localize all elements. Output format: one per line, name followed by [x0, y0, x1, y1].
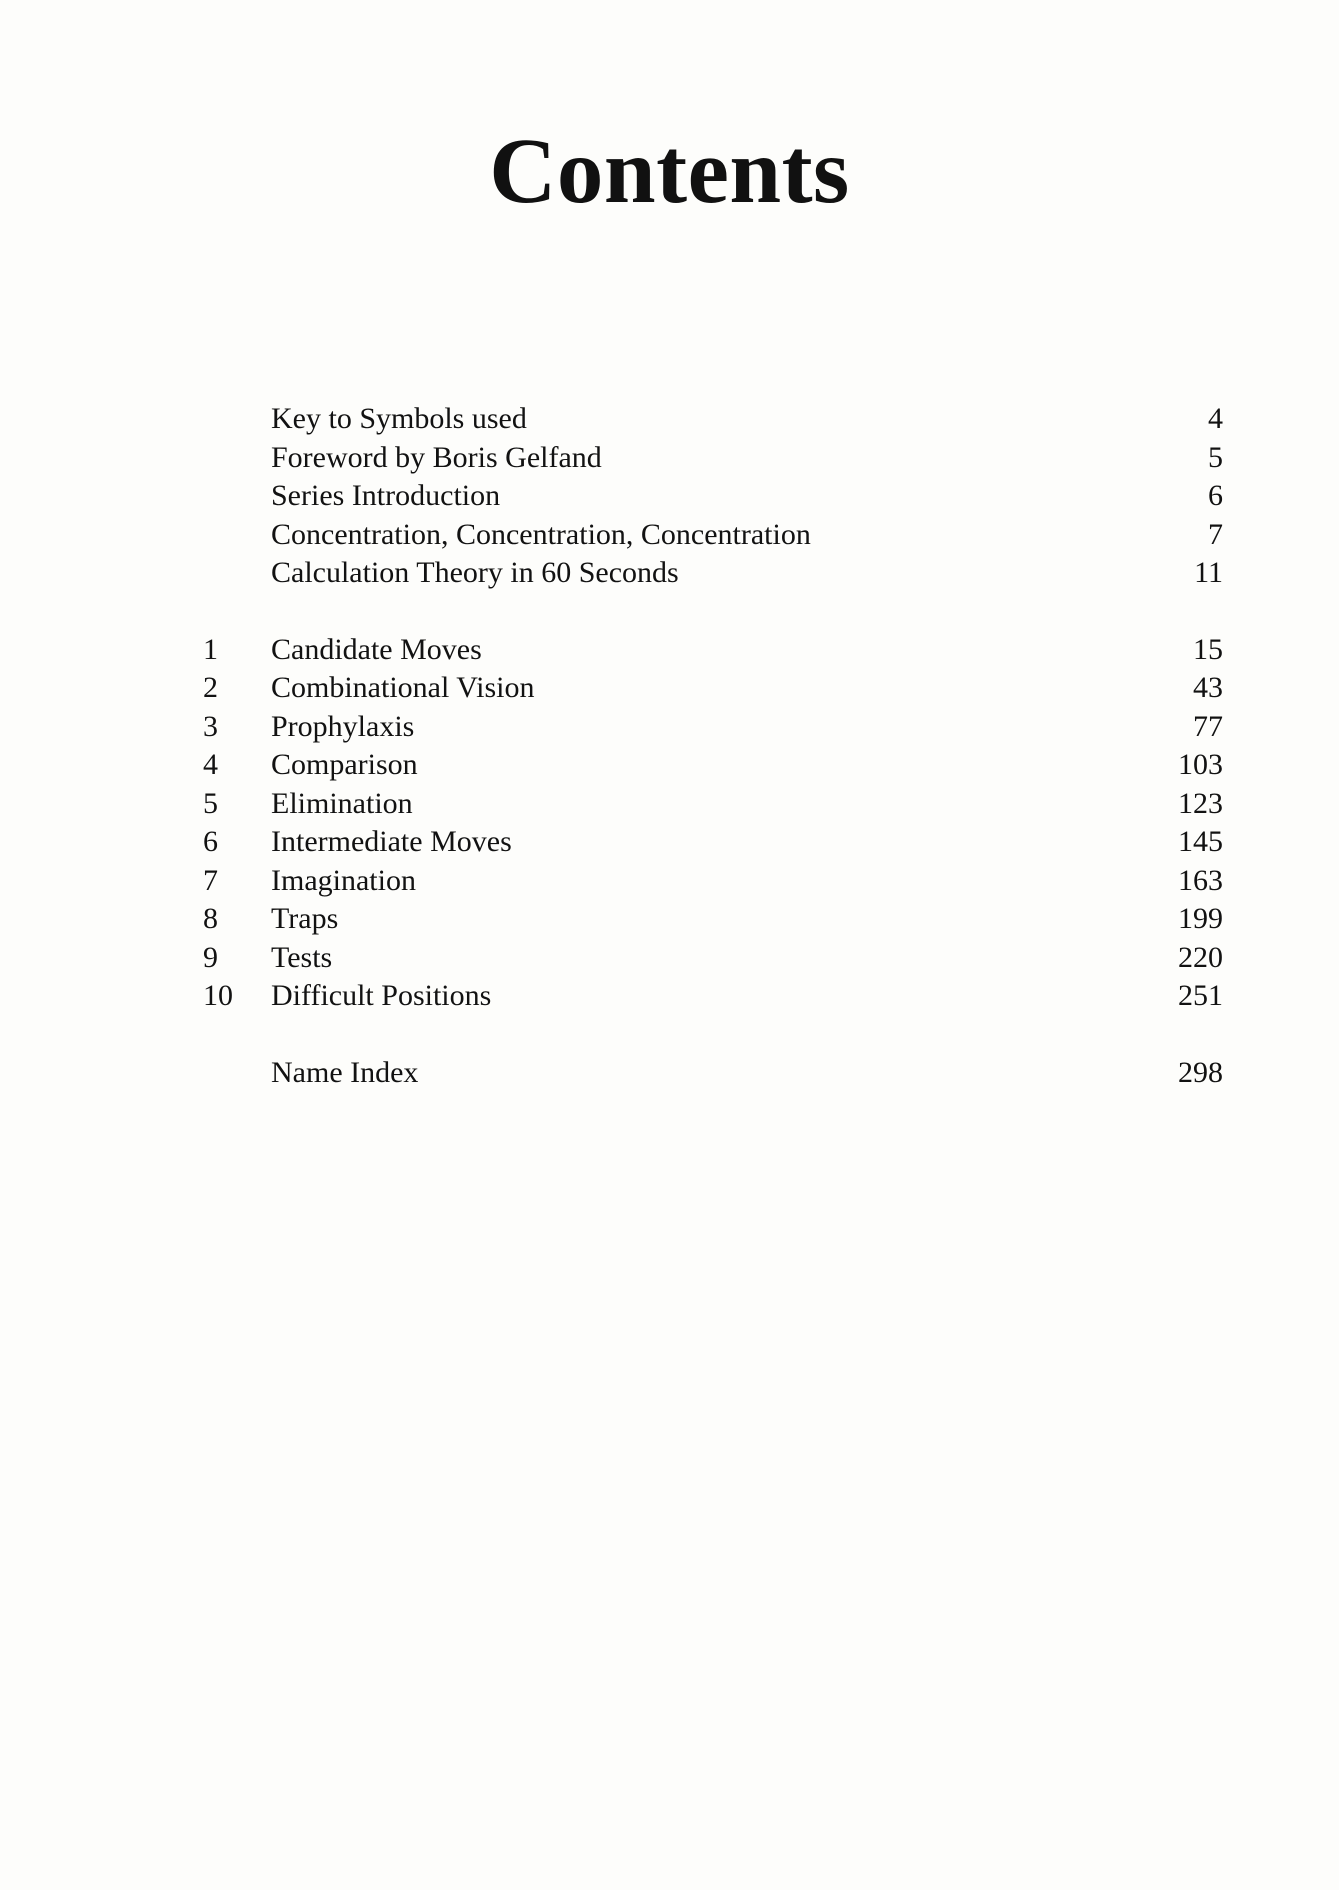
entry-page: 123	[1178, 786, 1223, 820]
table-of-contents	[203, 400, 1223, 1092]
entry-number: 4	[203, 748, 218, 781]
entry-page: 145	[1178, 825, 1223, 858]
toc-entry[interactable]	[203, 1054, 1223, 1093]
entry-number: 5	[203, 786, 218, 820]
entry-page: 77	[1193, 709, 1223, 743]
entry-number: 2	[203, 671, 218, 704]
entry-number: 3	[203, 709, 218, 743]
entry-number: 1	[203, 632, 218, 666]
entry-number: 9	[203, 940, 218, 974]
entry-label: Tests	[271, 940, 333, 974]
toc-entry[interactable]	[203, 669, 1223, 708]
entry-page: 4	[1208, 402, 1223, 435]
toc-entry[interactable]	[203, 823, 1223, 862]
toc-entry[interactable]	[203, 400, 1223, 439]
entry-page: 5	[1208, 440, 1223, 474]
back-matter-group	[203, 1054, 1223, 1093]
toc-entry[interactable]	[203, 631, 1223, 670]
toc-entry[interactable]	[203, 900, 1223, 939]
entry-page: 6	[1208, 479, 1223, 512]
chapters-group	[203, 631, 1223, 1016]
toc-entry[interactable]	[203, 439, 1223, 478]
entry-page: 15	[1193, 632, 1223, 666]
toc-entry[interactable]	[203, 785, 1223, 824]
toc-entry[interactable]	[203, 554, 1223, 593]
entry-number: 8	[203, 902, 218, 935]
entry-page: 11	[1194, 556, 1223, 589]
entry-number: 7	[203, 863, 218, 897]
toc-entry[interactable]	[203, 516, 1223, 555]
entry-page: 43	[1193, 671, 1223, 704]
spacer	[203, 1016, 1223, 1054]
entry-label: Prophylaxis	[271, 709, 415, 743]
entry-label: Combinational Vision	[271, 671, 535, 704]
entry-label: Concentration, Concentration, Concentration	[271, 517, 811, 551]
toc-entry[interactable]	[203, 939, 1223, 978]
entry-label: Key to Symbols used	[271, 402, 527, 435]
entry-number: 10	[203, 979, 233, 1012]
toc-entry[interactable]	[203, 977, 1223, 1016]
entry-number: 6	[203, 825, 218, 858]
entry-label: Imagination	[271, 863, 416, 897]
entry-label: Difficult Positions	[271, 979, 492, 1012]
toc-entry[interactable]	[203, 708, 1223, 747]
front-matter-group	[203, 400, 1223, 593]
spacer	[203, 593, 1223, 631]
toc-entry[interactable]	[203, 746, 1223, 785]
entry-label: Calculation Theory in 60 Seconds	[271, 556, 679, 589]
entry-label: Name Index	[271, 1055, 419, 1089]
entry-label: Comparison	[271, 748, 418, 781]
entry-page: 163	[1178, 863, 1223, 897]
entry-label: Elimination	[271, 786, 413, 820]
entry-label: Traps	[271, 902, 339, 935]
entry-label: Candidate Moves	[271, 632, 482, 666]
entry-label: Foreword by Boris Gelfand	[271, 440, 602, 474]
entry-page: 199	[1178, 902, 1223, 935]
entry-page: 251	[1178, 979, 1223, 1012]
page-title: Contents	[489, 120, 850, 223]
entry-page: 220	[1178, 940, 1223, 974]
entry-page: 298	[1178, 1055, 1223, 1089]
toc-entry[interactable]	[203, 477, 1223, 516]
entry-label: Intermediate Moves	[271, 825, 512, 858]
entry-label: Series Introduction	[271, 479, 501, 512]
entry-page: 7	[1208, 517, 1223, 551]
toc-entry[interactable]	[203, 862, 1223, 901]
entry-page: 103	[1178, 748, 1223, 781]
